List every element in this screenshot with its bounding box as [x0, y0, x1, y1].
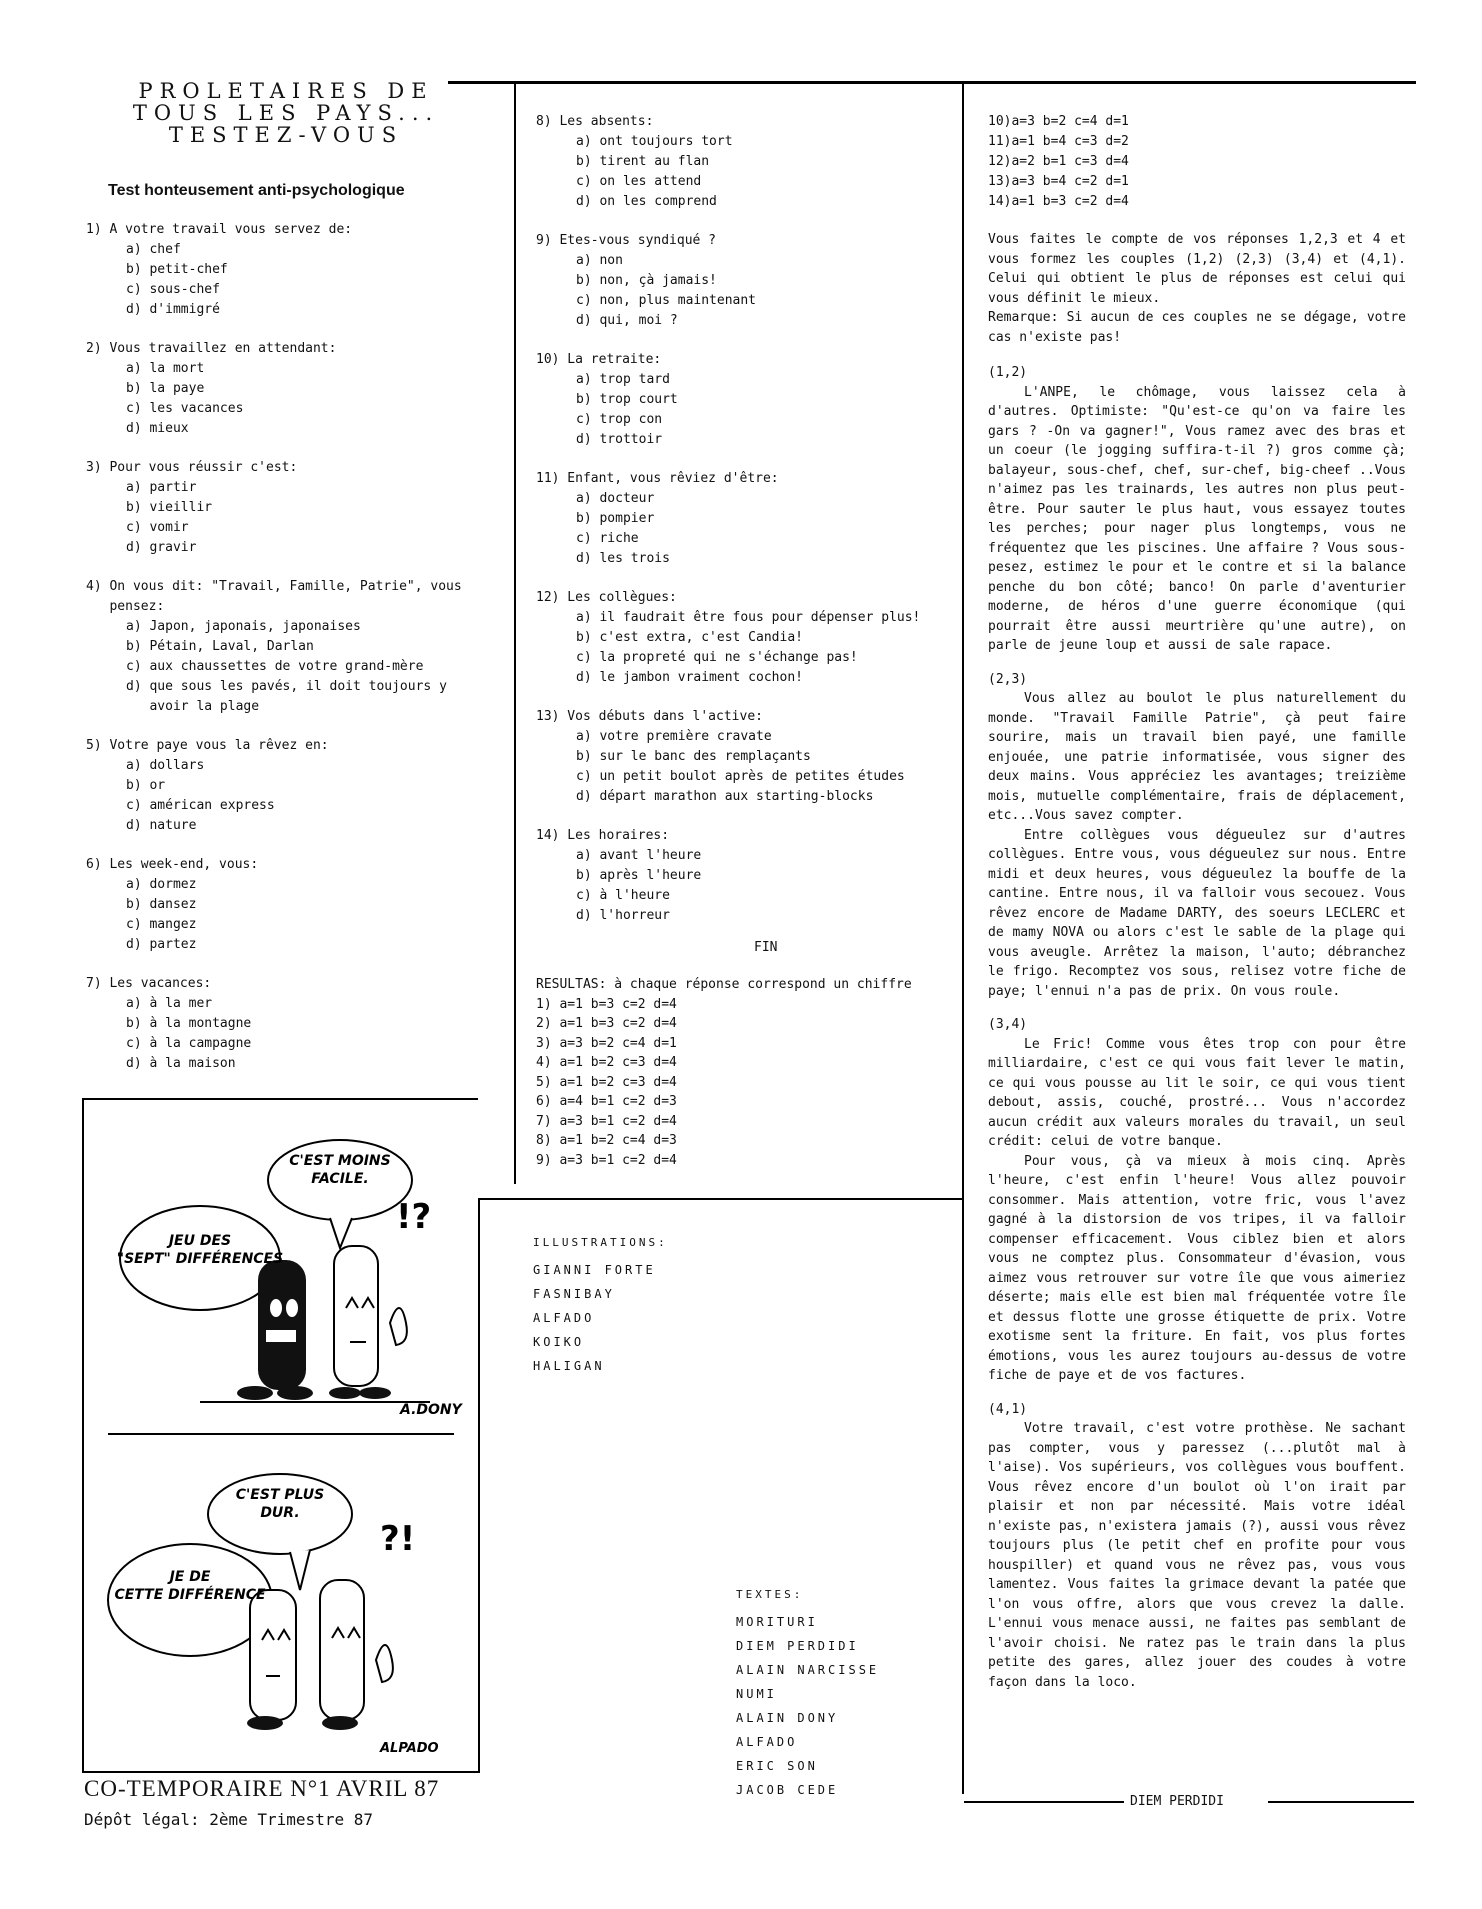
cartoon-box-top	[82, 1098, 478, 1100]
couple-heading: (1,2)	[988, 365, 1028, 380]
question-block	[86, 339, 486, 439]
signature: DIEM PERDIDI	[1130, 1794, 1224, 1809]
author-name: ALFADO	[736, 1735, 798, 1749]
couple-paragraph: Pour vous, çà va mieux à mois cinq. Après l'heure, c'est enfin l'heure! Vous allez pouvoir consommer. Mais attention, votre fric, vous l'avez gagné à la distorsion de vos tripes, il va falloir compenser efficacement. Vous ciblez bien et alors vous ne comptez plus. Consommateur d'évasion, vous aimez vous retrouver sur votre île que vous aimeriez déserte; mais elle est bien mal fréquentée votre île et dessus flotte une grosse étiquette de prix. Votre exotisme sent la friture. En fait, vos plus fortes émotions, vous les aurez toujours au-dessus de votre fiche de paye et de vos factures.	[988, 1153, 1406, 1383]
answer-option: b) trop court	[576, 392, 678, 407]
answer-option: c) américan express	[126, 798, 275, 813]
question-block	[86, 736, 486, 836]
answer-option: d) le jambon vraiment cochon!	[576, 670, 803, 685]
answer-option: c) un petit boulot après de petites études	[576, 769, 905, 784]
column-divider-right	[962, 84, 964, 1794]
question-text: 6) Les week-end, vous:	[86, 857, 259, 872]
result-line: 8) a=1 b=2 c=4 d=3	[536, 1133, 677, 1148]
couple-paragraph: Vous allez au boulot le plus naturellement du monde. "Travail Famille Patrie", çà peut faire sourire, mais un travail bien payé, une famille enjouée, une patrie informatisée, vous signer des deux mains. Vous appréciez les avantages; treizième mois, mutuelle complémentaire, frais de déplacement, etc...Vous savez compter.	[988, 691, 1406, 823]
couple-paragraph: Le Fric! Comme vous êtes trop con pour être milliardaire, c'est ce qui vous fait lever le matin, ce qui vous pousse au lit le soir, ce qui vous tient debout, assis, couché, prostré... Vous n'accordez aucun crédit aux valeurs morales du travail, un seul crédit: celui de votre banque.	[988, 1036, 1406, 1149]
illustrator-name: KOIKO	[533, 1335, 585, 1349]
author-name: ALAIN DONY	[736, 1711, 839, 1725]
answer-option: c) vomir	[126, 520, 189, 535]
answer-option: d) à la maison	[126, 1056, 236, 1071]
illustrator-name: GIANNI FORTE	[533, 1263, 656, 1277]
credits-top-rule	[478, 1198, 962, 1200]
cartoon-box-bottom	[82, 1771, 478, 1773]
answer-option: a) partir	[126, 480, 197, 495]
answer-option: c) la propreté qui ne s'échange pas!	[576, 650, 858, 665]
cartoon-2-speech-1: C'EST PLUS DUR.	[235, 1487, 325, 1521]
couple-paragraph: L'ANPE, le chômage, vous laissez cela à d'autres. Optimiste: "Qu'est-ce qu'on va faire les gars ? -On va gagner!", Vous ramez avec des bras et un coeur (le jogging suffira-t-il ?) gros comme çà; balayeur, sous-chef, chef, sur-chef, big-cheef ..Vous n'aimez pas les trainards, les autres non plus peut-être. Pour sauter le plus haut, vous essayez toutes les perches; pour nager plus longtemps, vous ne fréquentez que les piscines. Une affaire ? Vous sous-pesez, estimez le pour et le contre et si la balance penche du bon côté; banco! On parle d'aventurier moderne, de héros d'une guerre économique (qui pourrait être aussi meurtrière qu'une autre), on parle de jeune loup et aussi de sale rapace.	[988, 384, 1406, 653]
question-text: 12) Les collègues:	[536, 590, 677, 605]
column-divider-left	[514, 84, 516, 1184]
character-dark	[258, 1260, 306, 1390]
cartoon-separator	[108, 1433, 454, 1435]
question-text: 2) Vous travaillez en attendant:	[86, 341, 337, 356]
question-block	[86, 974, 486, 1074]
question-text: 5) Votre paye vous la rêvez en:	[86, 738, 329, 753]
answer-option: b) c'est extra, c'est Candia!	[576, 630, 803, 645]
results-block	[536, 975, 956, 1170]
answer-option: b) à la montagne	[126, 1016, 252, 1031]
question-block	[536, 112, 956, 212]
couple-section	[988, 670, 1406, 1002]
result-line: 9) a=3 b=1 c=2 d=4	[536, 1152, 677, 1168]
result-line: 11)a=1 b=4 c=3 d=2	[988, 134, 1129, 149]
bottom-rule-left	[964, 1801, 1124, 1803]
answer-option: d) l'horreur	[576, 908, 670, 923]
subtitle: Test honteusement anti-psychologique	[108, 182, 405, 199]
question-text: 11) Enfant, vous rêviez d'être:	[536, 471, 779, 486]
results-list-1-9	[536, 995, 956, 1171]
result-line: 2) a=1 b=3 c=2 d=4	[536, 1016, 677, 1031]
bottom-rule-right	[1268, 1801, 1414, 1803]
footer-title: CO-TEMPORAIRE N°1 AVRIL 87	[84, 1776, 440, 1801]
answer-option: a) dormez	[126, 877, 197, 892]
col3-remark: Remarque: Si aucun de ces couples ne se dégage, votre cas n'existe pas!	[988, 310, 1406, 345]
answer-option: c) aux chaussettes de votre grand-mère	[126, 659, 424, 674]
couple-section	[988, 1015, 1406, 1386]
question-text: 3) Pour vous réussir c'est:	[86, 460, 298, 475]
answer-option: d) qui, moi ?	[576, 313, 678, 328]
title-block	[96, 80, 476, 146]
answer-option: a) dollars	[126, 758, 205, 773]
answer-option: d) gravir	[126, 540, 197, 555]
answer-option: c) riche	[576, 531, 639, 546]
answer-option: a) ont toujours tort	[576, 134, 733, 149]
question-block	[536, 826, 956, 926]
answer-option: d) départ marathon aux starting-blocks	[576, 789, 874, 804]
answer-option: b) pompier	[576, 511, 655, 526]
couple-heading: (3,4)	[988, 1017, 1028, 1032]
footer-legal: Dépôt légal: 2ème Trimestre 87	[84, 1810, 373, 1829]
couple-section	[988, 363, 1406, 656]
character-light	[334, 1246, 378, 1386]
title-line-1: PROLETAIRES DE	[138, 79, 434, 103]
answer-option: c) on les attend	[576, 174, 702, 189]
illustrations-credits	[533, 1234, 793, 1378]
author-name: DIEM PERDIDI	[736, 1639, 859, 1653]
answer-option: d) partez	[126, 937, 197, 952]
illustrator-name: ALFADO	[533, 1311, 595, 1325]
answer-option: c) sous-chef	[126, 282, 220, 297]
couple-paragraph: Votre travail, c'est votre prothèse. Ne sachant pas compter, vous y paressez (...plutôt mal à l'aise). Vos supérieurs, vos collègues vous bouffent. Vous rêvez encore d'un boulot où l'on irait par plaisir et non par nécessité. Mais votre idéal n'existe pas, n'existera jamais (?), aussi vous rêvez toujours plus (le petit chef en profite pour vous houspiller) et quand vous ne rêvez pas, vous vous lamentez. Vous faites la grimace devant la patée que l'on vous offre, alors que vous crevez la dalle. L'ennui vous menace aussi, ne faites pas semblant de l'avoir choisi. Ne ratez pas le train dans la plus petite des gares, allez jouer des coudes à votre façon dans la loco.	[988, 1421, 1406, 1690]
character-right	[320, 1580, 364, 1720]
result-line: 13)a=3 b=4 c=2 d=1	[988, 174, 1129, 189]
question-block	[86, 458, 486, 558]
answer-option: c) les vacances	[126, 401, 244, 416]
result-line: 10)a=3 b=2 c=4 d=1	[988, 114, 1129, 129]
question-text: 9) Etes-vous syndiqué ?	[536, 233, 717, 248]
answer-option: b) petit-chef	[126, 262, 228, 277]
answer-option: b) la paye	[126, 381, 205, 396]
answer-option: a) à la mer	[126, 996, 213, 1011]
results-list-10-14	[988, 112, 1408, 212]
question-block	[536, 231, 956, 331]
interpretation-column	[988, 230, 1406, 1706]
answer-option: a) Japon, japonais, japonaises	[126, 619, 361, 634]
answer-option: c) à l'heure	[576, 888, 670, 903]
question-text: 1) A votre travail vous servez de:	[86, 222, 353, 237]
cartoon-2	[90, 1440, 470, 1765]
answer-option: a) docteur	[576, 491, 655, 506]
result-line: 4) a=1 b=2 c=3 d=4	[536, 1055, 677, 1070]
question-block	[86, 855, 486, 955]
credits-left-rule	[478, 1198, 480, 1773]
answer-option: d) que sous les pavés, il doit toujours y avoir la plage	[126, 679, 447, 714]
answer-option: b) tirent au flan	[576, 154, 710, 169]
answer-option: d) les trois	[576, 551, 670, 566]
question-text: 4) On vous dit: "Travail, Famille, Patrie", vous pensez:	[86, 579, 462, 614]
top-rule	[448, 81, 1416, 84]
question-block	[86, 220, 486, 320]
answer-option: c) à la campagne	[126, 1036, 252, 1051]
couple-section	[988, 1400, 1406, 1693]
cartoon-2-artist: ALPADO	[380, 1741, 439, 1756]
question-text: 8) Les absents:	[536, 114, 654, 129]
answer-option: d) trottoir	[576, 432, 663, 447]
answer-option: b) dansez	[126, 897, 197, 912]
col3-intro: Vous faites le compte de vos réponses 1,2,3 et 4 et vous formez les couples (1,2) (2,3) (3,4) et (4,1). Celui qui obtient le plus de réponses est celui qui vous définit le mieux.	[988, 232, 1406, 306]
answer-option: a) la mort	[126, 361, 205, 376]
author-name: ERIC SON	[736, 1759, 818, 1773]
answer-option: b) or	[126, 778, 166, 793]
pointing-hand	[390, 1308, 407, 1345]
cartoon-1-artist: A.DONY	[400, 1402, 462, 1418]
cartoon-1	[90, 1108, 470, 1428]
questions-column-2	[536, 112, 956, 945]
answer-option: a) avant l'heure	[576, 848, 702, 863]
textes-credits	[736, 1586, 962, 1802]
textes-label: TEXTES:	[736, 1588, 804, 1601]
author-name: NUMI	[736, 1687, 777, 1701]
result-line: 12)a=2 b=1 c=3 d=4	[988, 154, 1129, 169]
answer-option: a) chef	[126, 242, 181, 257]
question-text: 13) Vos débuts dans l'active:	[536, 709, 763, 724]
couple-paragraph: Entre collègues vous dégueulez sur d'autres collègues. Entre vous, vous dégueulez sur nous. Entre midi et deux heures, vous dégueulez la bouffe de la cantine. Entre nous, il va falloir vous secouez. Vous rêvez encore de Madame DARTY, des soeurs LECLERC et de mamy NOVA ou alors c'est le sable de la plage qui vous aveugle. Arrêtez la maison, l'auto; débranchez le frigo. Recomptez vos sous, relisez votre fiche de paye; l'ennui n'a pas de prix. On vous roule.	[988, 827, 1406, 999]
couple-heading: (4,1)	[988, 1401, 1028, 1417]
author-name: MORITURI	[736, 1615, 818, 1629]
questions-column-1	[86, 220, 486, 1093]
author-name: JACOB CEDE	[736, 1783, 839, 1797]
answer-option: b) non, çà jamais!	[576, 273, 717, 288]
result-line: 3) a=3 b=2 c=4 d=1	[536, 1035, 677, 1051]
question-block	[536, 588, 956, 688]
fin-label: FIN	[754, 940, 778, 955]
cartoon-2-mark: ?!	[380, 1519, 416, 1559]
answer-option: c) mangez	[126, 917, 197, 932]
question-text: 10) La retraite:	[536, 352, 662, 367]
answer-option: a) non	[576, 253, 623, 268]
author-name: ALAIN NARCISSE	[736, 1663, 880, 1677]
answer-option: b) vieillir	[126, 500, 213, 515]
question-text: 14) Les horaires:	[536, 828, 670, 843]
result-line: 14)a=1 b=3 c=2 d=4	[988, 194, 1129, 209]
answer-option: d) nature	[126, 818, 197, 833]
question-block	[536, 707, 956, 807]
title-line-2: TOUS LES PAYS...	[132, 101, 440, 125]
answer-option: b) Pétain, Laval, Darlan	[126, 639, 314, 654]
answer-option: a) trop tard	[576, 372, 670, 387]
result-line: 1) a=1 b=3 c=2 d=4	[536, 996, 677, 1012]
question-block	[536, 469, 956, 569]
results-intro: RESULTAS: à chaque réponse correspond un chiffre	[536, 977, 912, 992]
question-block	[536, 350, 956, 450]
question-text: 7) Les vacances:	[86, 976, 212, 991]
couple-heading: (2,3)	[988, 671, 1028, 687]
cartoon-1-speech-1: C'EST MOINS FACILE.	[289, 1153, 391, 1187]
illustrator-name: HALIGAN	[533, 1359, 605, 1373]
answer-option: a) il faudrait être fous pour dépenser plus!	[576, 610, 921, 625]
result-line: 5) a=1 b=2 c=3 d=4	[536, 1074, 677, 1090]
title-line-3: TESTEZ-VOUS	[168, 123, 404, 147]
illustrator-name: FASNIBAY	[533, 1287, 615, 1301]
answer-option: c) trop con	[576, 412, 663, 427]
answer-option: d) mieux	[126, 421, 189, 436]
pointing-hand	[376, 1645, 393, 1682]
illustrations-label: ILLUSTRATIONS:	[533, 1236, 668, 1249]
cartoon-box-left	[82, 1098, 84, 1773]
answer-option: d) on les comprend	[576, 194, 717, 209]
answer-option: b) sur le banc des remplaçants	[576, 749, 811, 764]
result-line: 6) a=4 b=1 c=2 d=3	[536, 1094, 677, 1109]
result-line: 7) a=3 b=1 c=2 d=4	[536, 1113, 677, 1129]
cartoon-1-mark: !?	[396, 1197, 432, 1237]
answer-option: a) votre première cravate	[576, 729, 772, 744]
answer-option: d) d'immigré	[126, 302, 220, 317]
character-left	[250, 1590, 296, 1720]
cartoon-1-speech-2: JEU DES "SEPT" DIFFÉRENCES	[116, 1233, 284, 1267]
answer-option: c) non, plus maintenant	[576, 293, 757, 308]
cartoon-2-speech-2: JE DE CETTE DIFFÉRENCE	[114, 1569, 266, 1603]
question-block	[86, 577, 486, 717]
answer-option: b) après l'heure	[576, 868, 702, 883]
